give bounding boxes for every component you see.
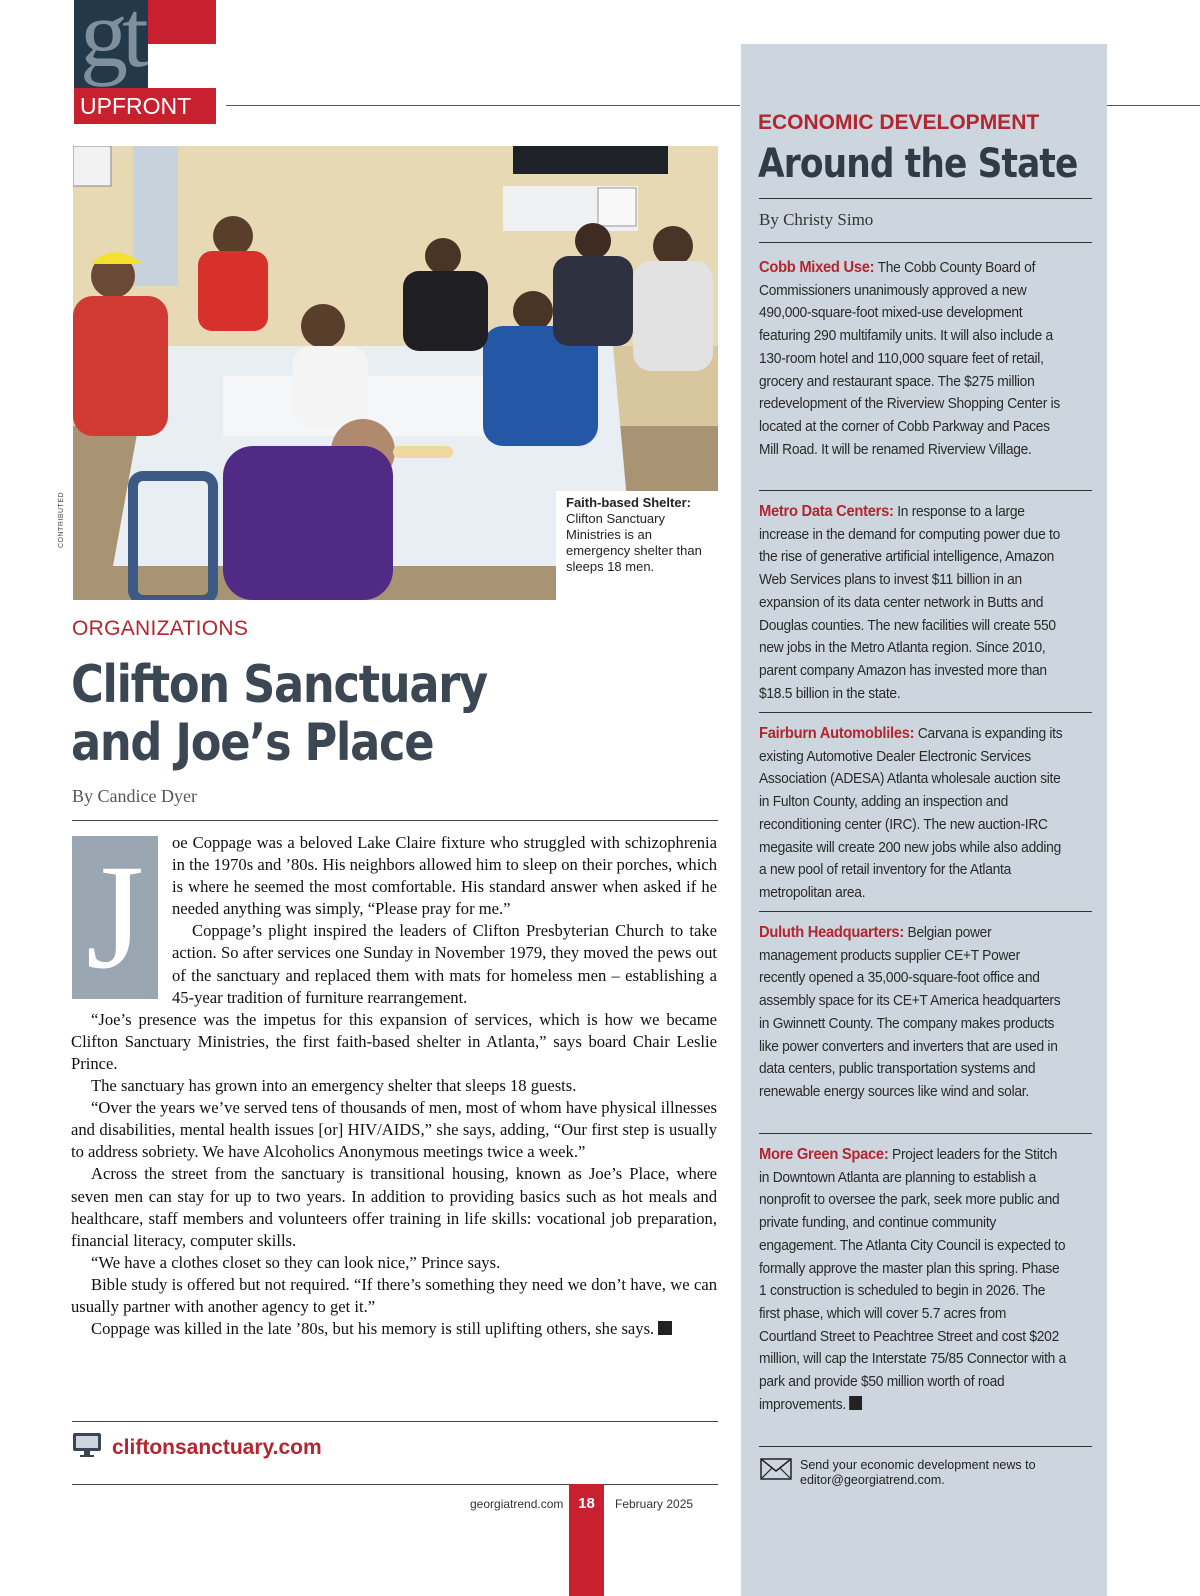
envelope-icon (760, 1458, 792, 1488)
sidebar-item-text: Project leaders for the Stitch in Downtown Atlanta are planning to establish a nonprofit to oversee the park, seek more public and private funding, and continue community engagement. The Atlanta City Council is expected to formally approve the master plan this spring. Phase 1 construction is scheduled to begin in 2026. The first phase, which will cover 5.7 acres from Courtland Street to Peachtree Street and cost $202 million, will cap the Interstate 75/85 Connector with a park and provide $50 million worth of road improvements. (759, 1146, 1066, 1413)
website-rule (72, 1421, 718, 1422)
footer-issue: February 2025 (615, 1497, 694, 1511)
sidebar-item (759, 1144, 1066, 1416)
submit-note-text (800, 1458, 1036, 1488)
submit-email-link[interactable]: editor@georgiatrend.com. (800, 1473, 945, 1487)
end-mark-icon (850, 1396, 863, 1410)
sidebar-item-text: In response to a large increase in the demand for computing power due to the rise of generative artificial intelligence, Amazon Web Services plans to invest $11 billion in an expansion of its data center network in Butts and Douglas counties. The new facilities will create 550 new jobs in the Metro Atlanta region. Since 2010, parent company Amazon has invested more than $18.5 billion in the state. (759, 503, 1061, 702)
byline-rule (72, 820, 718, 821)
sidebar-divider (759, 712, 1092, 713)
article-body (71, 832, 717, 1340)
article-section-label: ORGANIZATIONS (72, 617, 249, 640)
footer-site: georgiatrend.com (470, 1497, 564, 1511)
logo-accent (148, 0, 216, 44)
sidebar-item (759, 257, 1066, 461)
sidebar-item-text: Belgian power management products supplier CE+T Power recently opened a 35,000-square-foot office and assembly space for its CE+T America headquarters in Gwinnett County. The company makes products like power converters and inverters that are used in data centers, public transportation systems and renewable energy sources like wind and solar. (759, 924, 1061, 1100)
sidebar-title: Around the State (758, 141, 1078, 187)
sidebar-bottom-rule (759, 1446, 1092, 1447)
sidebar-item-head: Duluth Headquarters: (759, 924, 904, 941)
section-tag: UPFRONT (74, 88, 216, 124)
headline-line-2: and Joe’s Place (71, 713, 434, 773)
website-link-row[interactable] (72, 1432, 322, 1463)
sidebar-submit-note (760, 1458, 1036, 1488)
caption-text: Clifton Sanctuary Ministries is an emergency shelter than sleeps 18 men. (566, 511, 702, 574)
submit-note-line-1: Send your economic development news to (800, 1458, 1036, 1472)
article-paragraph-7: “We have a clothes closet so they can look nice,” Prince says. (91, 1252, 501, 1272)
sidebar-divider (759, 490, 1092, 491)
end-mark-icon (658, 1321, 672, 1335)
sidebar-item-text: Carvana is expanding its existing Automotive Dealer Electronic Services Association (ADESA) Atlanta wholesale auction site in Fulton County, adding an inspection and reconditioning center (IRC). The new auction-IRC megasite will create 200 new jobs while also adding a new pool of retail inventory for the Atlanta metropolitan area. (759, 725, 1063, 901)
sidebar-item (759, 922, 1066, 1104)
sidebar-divider (759, 1133, 1092, 1134)
sidebar-item-head: Cobb Mixed Use: (759, 259, 875, 276)
logo-text: gt (80, 0, 143, 87)
article-headline (71, 656, 553, 772)
sidebar-item-head: Metro Data Centers: (759, 503, 894, 520)
logo-mark (74, 0, 148, 88)
article-paragraph-5: “Over the years we’ve served tens of thousands of men, most of whom have physical illnesses and disabilities, mental health issues [or] HIV/AIDS,” she says, adding, “Our first step is usually to address sobriety. We have Alcoholics Anonymous meetings twice a week.” (71, 1098, 717, 1162)
sidebar-byline: By Christy Simo (759, 210, 874, 229)
sidebar-section-label: ECONOMIC DEVELOPMENT (758, 111, 1040, 134)
page-number: 18 (569, 1484, 604, 1596)
drop-cap: J (72, 836, 158, 999)
website-link[interactable]: cliftonsanctuary.com (112, 1435, 322, 1459)
sidebar-divider (759, 911, 1092, 912)
article-paragraph-8: Bible study is offered but not required. “If there’s something they need we don’t have, we can usually partner with another agency to get it.” (71, 1274, 717, 1316)
sidebar-title-rule (759, 198, 1092, 199)
header-rule-right (1106, 105, 1200, 106)
sidebar-item (759, 501, 1066, 705)
magazine-logo (74, 0, 216, 124)
article-byline: By Candice Dyer (72, 786, 197, 806)
headline-line-1: Clifton Sanctuary (71, 655, 487, 715)
header-rule (226, 105, 740, 106)
article-paragraph-9-text: Coppage was killed in the late ’80s, but his memory is still uplifting others, she says. (91, 1319, 655, 1339)
sidebar-item-head: More Green Space: (759, 1146, 889, 1163)
article-paragraph-4: The sanctuary has grown into an emergency shelter that sleeps 18 guests. (91, 1076, 577, 1096)
sidebar-byline-rule (759, 242, 1092, 243)
sidebar-item (759, 723, 1066, 905)
article-paragraph-9 (71, 1318, 717, 1340)
article-paragraph-6: Across the street from the sanctuary is transitional housing, known as Joe’s Place, where seven men can stay for up to two years. In addition to providing basics such as hot meals and healthcare, staff members and volunteers offer training in life skills: vocational job preparation, financial literacy, computer skills. (71, 1164, 717, 1250)
sidebar-item-head: Fairburn Automobliles: (759, 725, 915, 742)
caption-title: Faith-based Shelter: (566, 495, 691, 510)
article-paragraph-1: oe Coppage was a beloved Lake Claire fixture who struggled with schizophrenia in the 1970s and ’80s. His neighbors allowed him to sleep on their porches, which is where he seemed the most comfortable. His standard answer when asked if he needed anything was simply, “Please pray for me.” (172, 833, 717, 919)
article-paragraph-2: Coppage’s plight inspired the leaders of Clifton Presbyterian Church to take action. So after services one Sunday in November 1979, they moved the pews out of the sanctuary and replaced them with mats for homeless men – establishing a 45-year tradition of furniture rearrangement. (172, 921, 717, 1007)
photo-caption (556, 491, 718, 600)
monitor-icon (72, 1432, 102, 1463)
footer-rule-left (72, 1484, 569, 1485)
article-paragraph-3: “Joe’s presence was the impetus for this expansion of services, which is how we became Clifton Sanctuary Ministries, the first faith-based shelter in Atlanta,” says board Chair Leslie Prince. (71, 1009, 717, 1073)
photo-credit: CONTRIBUTED (58, 491, 65, 548)
footer-rule-right (604, 1484, 718, 1485)
sidebar-item-text: The Cobb County Board of Commissioners unanimously approved a new 490,000-square-foot mixed-use development featuring 290 multifamily units. It will also include a 130-room hotel and 110,000 square feet of retail, grocery and restaurant space. The $275 million redevelopment of the Riverview Shopping Center is located at the corner of Cobb Parkway and Paces Mill Road. It will be renamed Riverview Village. (759, 259, 1060, 458)
